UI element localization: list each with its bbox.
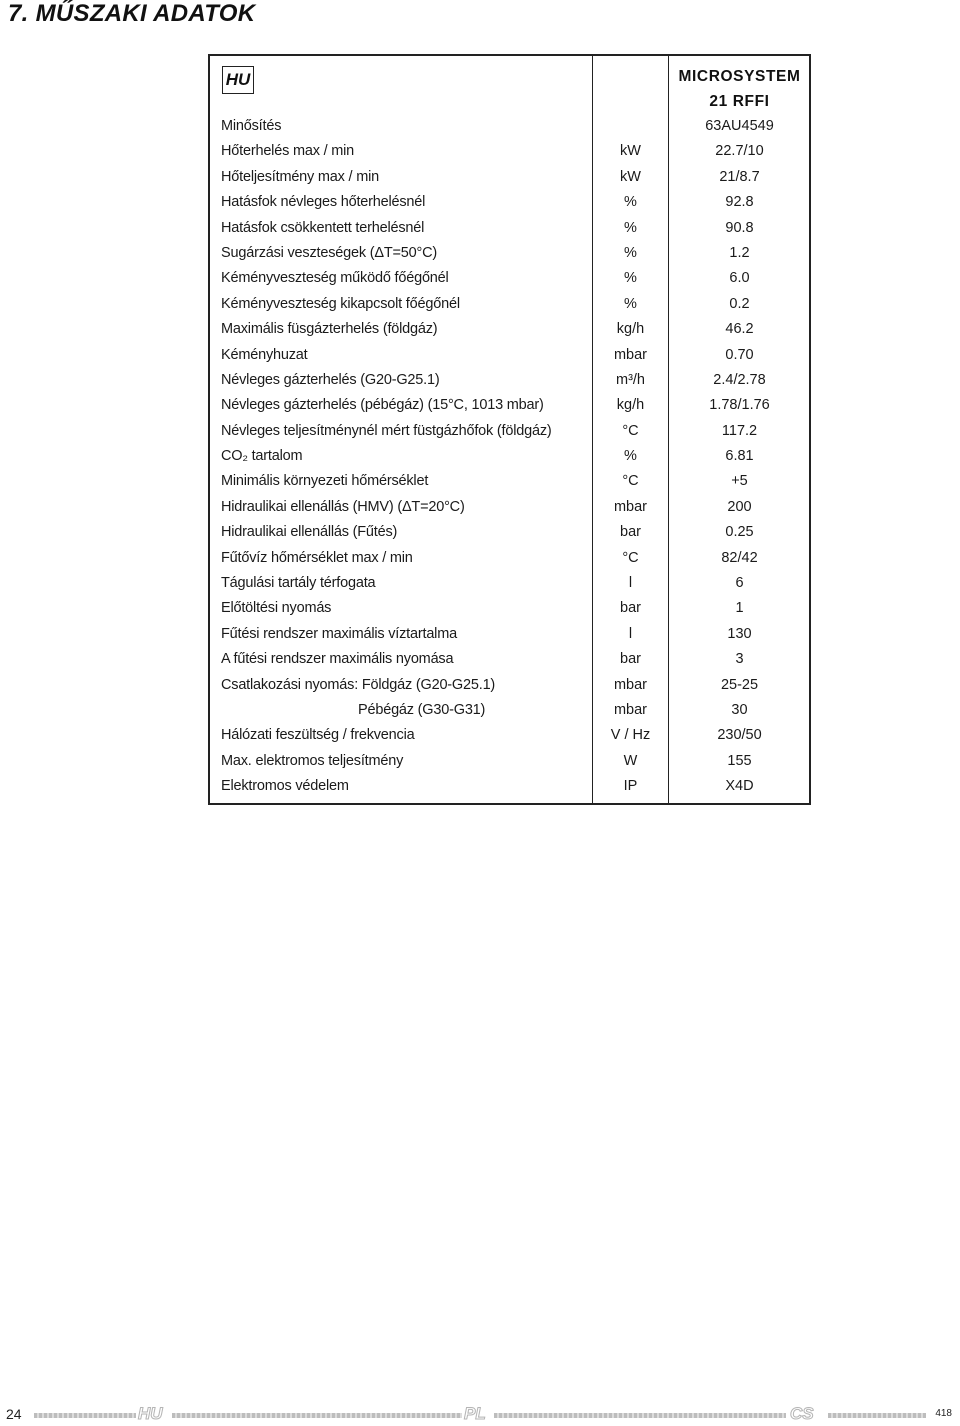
footer-rule [494,1413,786,1418]
row-label: Csatlakozási nyomás: Földgáz (G20-G25.1) [221,676,496,693]
row-label: CO₂ tartalom [221,448,303,465]
table-row [210,267,809,292]
row-value: X4D [725,778,754,795]
table-row [210,344,809,369]
model-name-line1: MICROSYSTEM [678,68,801,85]
row-label: Sugárzási veszteségek (ΔT=50°C) [221,244,438,261]
table-row [210,217,809,242]
row-value: 130 [727,625,752,642]
row-label: Max. elektromos teljesítmény [221,752,404,769]
row-value: 82/42 [721,549,758,566]
row-value: 30 [731,701,748,718]
row-label: Előtöltési nyomás [221,600,332,617]
table-row [210,750,809,775]
language-badge: HU [222,66,254,94]
row-unit: % [624,194,637,211]
row-label: Maximális füsgázterhelés (földgáz) [221,321,438,338]
row-unit: IP [623,778,638,795]
row-value: 155 [727,752,752,769]
row-unit: kW [620,143,641,160]
table-row [210,674,809,699]
row-value: 6 [735,575,744,592]
row-unit: mbar [613,346,648,363]
table-row [210,775,809,800]
table-row [210,547,809,572]
row-value: 46.2 [725,321,754,338]
row-label: Névleges gázterhelés (pébégáz) (15°C, 1013 mbar) [221,397,544,414]
model-name-line2: 21 RFFI [709,93,770,110]
table-row [210,699,809,724]
row-label: Hőterhelés max / min [221,143,354,160]
row-label: Tágulási tartály térfogata [221,575,376,592]
footer-rule [34,1413,136,1418]
row-label: Névleges teljesítménynél mért füstgázhőfok (földgáz) [221,422,552,439]
row-unit: % [624,448,637,465]
row-label: Kéményveszteség működő főégőnél [221,270,449,287]
row-unit: °C [622,549,639,566]
row-unit: kW [620,168,641,185]
row-label: Minimális környezeti hőmérséklet [221,473,429,490]
row-unit: mbar [613,701,648,718]
row-unit: % [624,244,637,261]
row-label: Hatásfok névleges hőterhelésnél [221,194,426,211]
table-row [210,242,809,267]
row-unit: V / Hz [610,727,651,744]
table-row [210,597,809,622]
row-label: Fűtési rendszer maximális víztartalma [221,625,457,642]
table-row [210,445,809,470]
table-row [210,394,809,419]
row-value: 90.8 [725,219,754,236]
row-value: 92.8 [725,194,754,211]
row-value: 3 [735,651,744,668]
footer-lang-cs: CS [790,1404,814,1423]
table-row [210,115,809,140]
row-unit: % [624,219,637,236]
row-label: Pébégáz (G30-G31) [358,701,486,718]
row-value: 200 [727,498,752,515]
row-value: 0.70 [725,346,754,363]
row-label: Hidraulikai ellenállás (Fűtés) [221,524,398,541]
technical-data-table [208,54,811,805]
table-row [210,166,809,191]
row-unit: W [623,752,638,769]
row-label: Kéményhuzat [221,346,308,363]
row-unit: kg/h [616,321,645,338]
row-value: 1.78/1.76 [709,397,770,414]
row-value: 0.25 [725,524,754,541]
table-row [210,140,809,165]
row-unit: bar [620,524,641,541]
table-row [210,420,809,445]
table-row [210,191,809,216]
page-footer [0,1396,960,1426]
row-unit: l [628,625,633,642]
table-row [210,623,809,648]
page-number: 24 [6,1406,22,1422]
row-unit: bar [620,651,641,668]
row-label: Elektromos védelem [221,778,349,795]
table-row [210,318,809,343]
row-unit: mbar [613,676,648,693]
table-row [210,369,809,394]
row-label: A fűtési rendszer maximális nyomása [221,651,454,668]
table-row [210,293,809,318]
footer-rule [828,1413,926,1418]
row-unit: m³/h [616,371,645,388]
row-label: Fűtővíz hőmérséklet max / min [221,549,413,566]
row-value: 117.2 [721,422,758,439]
row-label: Hidraulikai ellenállás (HMV) (ΔT=20°C) [221,498,465,515]
row-value: 0.2 [729,295,750,312]
page-title: 7. MŰSZAKI ADATOK [8,0,256,27]
row-value: 6.81 [725,448,754,465]
table-row [210,496,809,521]
row-value: 230/50 [717,727,762,744]
table-row [210,724,809,749]
row-value: +5 [731,473,748,490]
row-label: Minősítés [221,118,282,134]
row-value: 6.0 [729,270,750,287]
row-value: 1.2 [729,244,750,261]
row-unit: °C [622,422,639,439]
row-label: Névleges gázterhelés (G20-G25.1) [221,371,440,388]
row-unit: l [628,575,633,592]
footer-lang-pl: PL [464,1404,486,1423]
footer-lang-hu: HU [138,1404,163,1423]
page-code: 418 [935,1408,952,1419]
row-label: Hatásfok csökkentett terhelésnél [221,219,425,236]
row-value: 63AU4549 [705,118,774,134]
row-unit: kg/h [616,397,645,414]
row-unit: bar [620,600,641,617]
row-label: Kéményveszteség kikapcsolt főégőnél [221,295,460,312]
table-row [210,648,809,673]
row-unit: % [624,270,637,287]
row-value: 2.4/2.78 [713,371,766,388]
table-row [210,521,809,546]
row-unit: mbar [613,498,648,515]
table-row [210,470,809,495]
row-value: 21/8.7 [719,168,760,185]
row-unit: °C [622,473,639,490]
row-value: 1 [735,600,744,617]
row-label: Hálózati feszültség / frekvencia [221,727,415,744]
spec-rows [210,115,809,801]
row-label: Hőteljesítmény max / min [221,168,379,185]
row-value: 22.7/10 [715,143,764,160]
row-unit: % [624,295,637,312]
table-row [210,572,809,597]
row-value: 25-25 [720,676,759,693]
footer-rule [172,1413,462,1418]
